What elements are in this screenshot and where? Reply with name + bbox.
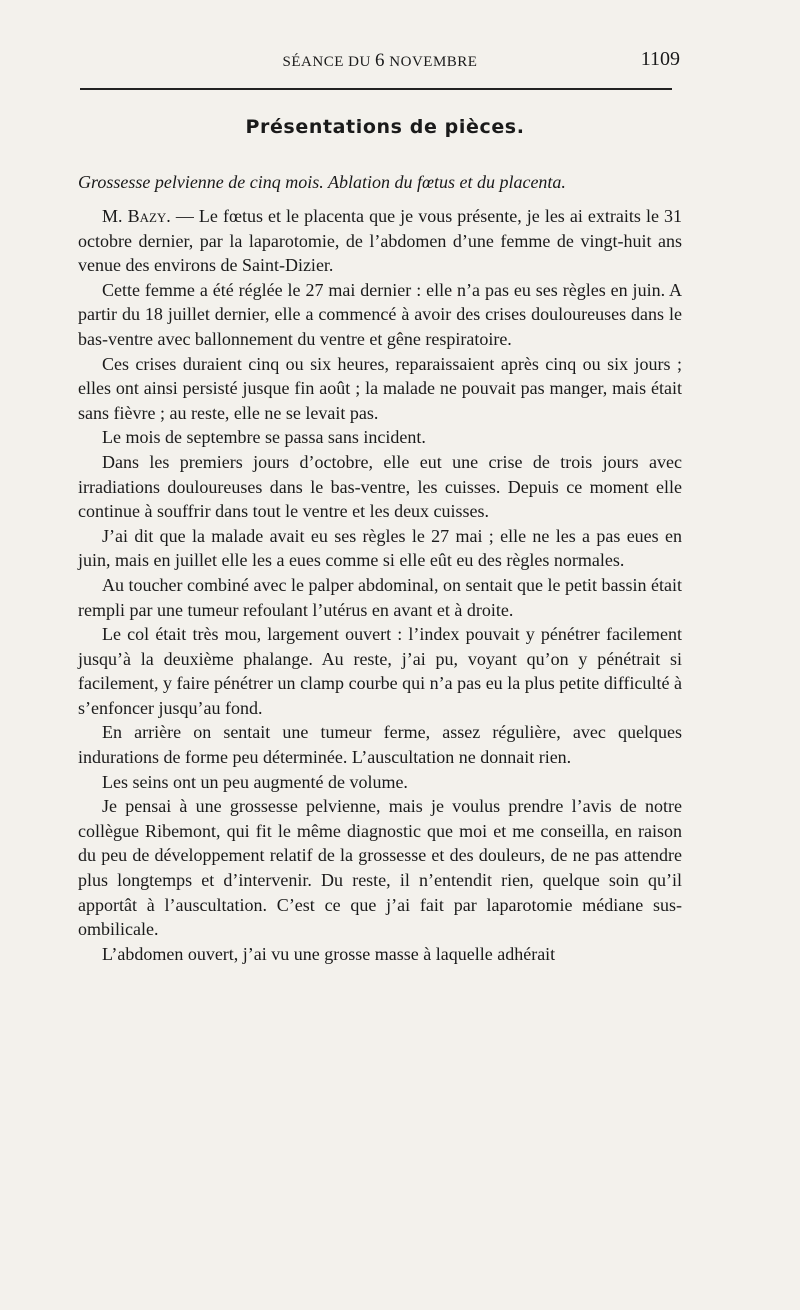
paragraph-9: En arrière on sentait une tumeur ferme, assez régulière, avec quelques indurations de forme peu déterminée. L’auscultation ne donnait rien. [78,722,682,768]
paragraph-3: Ces crises duraient cinq ou six heures, reparaissaient après cinq ou six jours ; elles ont ainsi persisté jusque fin août ; la malade ne pouvait pas manger, mais était sans fièvre ; au reste, elle ne se levait pas. [78,353,682,423]
paragraph-text: Le fœtus et le placenta que je vous présente, je les ai extraits le 31 octobre dernier, par la laparotomie, de l’abdomen d’une femme de vingt-huit ans venue des environs de Saint-Dizier. [78,206,682,276]
paragraph-12: L’abdomen ouvert, j’ai vu une grosse masse à laquelle adhérait [102,943,556,964]
section-title: Présentations de pièces. [245,116,525,138]
article-subtitle: Grossesse pelvienne de cinq mois. Ablation du fœtus et du placenta. [78,172,566,192]
running-head-pre: SÉANCE DU [282,54,376,70]
paragraph-6: J’ai dit que la malade avait eu ses règles le 27 mai ; elle ne les a pas eues en juin, mais en juillet elle les a eues comme si elle eût eu des règles normales. [78,525,682,571]
speaker-name: Bazy [127,206,167,226]
paragraph-4: Le mois de septembre se passa sans incident. [102,427,426,448]
running-title [80,50,680,72]
paragraph-10: Les seins ont un peu augmenté de volume. [102,771,408,792]
running-head-post: NOVEMBRE [385,54,478,70]
page-number: 1109 [640,48,680,70]
running-head [80,50,680,72]
header-rule [80,88,672,90]
paragraph-11: Je pensai à une grossesse pelvienne, mais je voulus prendre l’avis de notre collègue Ribemont, qui fit le même diagnostic que moi et me conseilla, en raison du peu de développement relatif de la grossesse et des douleurs, de ne pas attendre plus longtemps et d’intervenir. Du reste, il n’entendit rien, quelque soin qu’il apportât à l’auscultation. C’est ce que j’ai fait par laparotomie médiane sus-ombilicale. [78,796,682,940]
paragraph-7: Au toucher combiné avec le palper abdominal, on sentait que le petit bassin était rempli par une tumeur refoulant l’utérus en avant et à droite. [78,574,682,620]
speaker-suffix: . — [166,206,199,226]
paragraph-1 [78,204,682,278]
running-head-num: 6 [375,50,386,71]
paragraph-2: Cette femme a été réglée le 27 mai dernier : elle n’a pas eu ses règles en juin. A partir du 18 juillet dernier, elle a commencé à avoir des crises douloureuses dans le bas-ventre avec ballonnement du ventre et gêne respiratoire. [78,279,682,349]
speaker-prefix: M. [102,206,128,226]
paragraph-8: Le col était très mou, largement ouvert : l’index pouvait y pénétrer facilement jusqu’à la deuxième phalange. Au reste, j’ai pu, voyant qu’on y pénétrait si facilement, y faire pénétrer un clamp courbe qui n’a pas eu la plus petite difficulté à s’enfoncer jusqu’au fond. [78,624,682,718]
paragraph-5: Dans les premiers jours d’octobre, elle eut une crise de trois jours avec irradiations douloureuses dans le bas-ventre, les cuisses. Depuis ce moment elle continue à souffrir dans tout le ventre et les deux cuisses. [78,451,682,522]
body-text [78,204,682,966]
